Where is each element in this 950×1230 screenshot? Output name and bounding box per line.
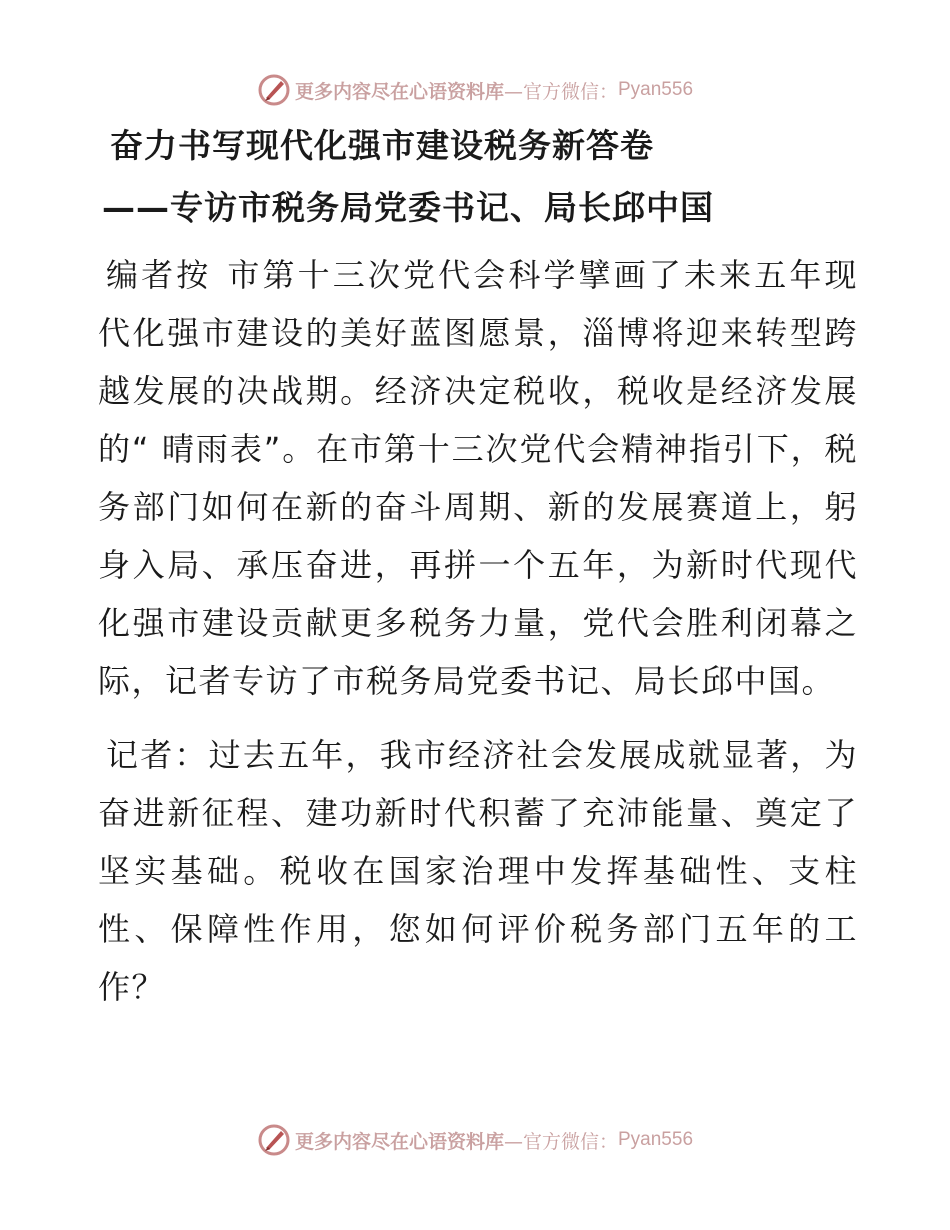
article-title: 奋力书写现代化强市建设税务新答卷 (110, 126, 654, 165)
banner-separator: —官方微信： (503, 80, 618, 103)
editor-note-text: 市第十三次党代会科学擘画了未来五年现代化强市建设的美好蓝图愿景，淄博将迎来转型跨越发展的决战期。经济决定税收，税收是经济发展的“ 晴雨表”。在市第十三次党代会精神指引下，税务部门如何在新的奋斗周期、新的发展赛道上，躬身入局、承压奋进，再拼一个五年，为新时代现代化强市建设贡献更多税务力量，党代会胜利闭幕之际，记者专访了市税务局党委书记、局长邱中国。 (98, 256, 858, 700)
article-body (98, 122, 858, 1016)
footer-watermark-banner (0, 1120, 950, 1160)
editor-note-paragraph (98, 246, 858, 710)
header-watermark-banner (0, 70, 950, 110)
banner-wechat-id: Pyan556 (618, 79, 694, 100)
editor-note-lead: 编者按 (106, 256, 212, 294)
article-subtitle: ——专访市税务局党委书记、局长邱中国 (102, 188, 714, 227)
banner-site-text: 更多内容尽在心语资料库 (294, 1130, 504, 1153)
reporter-label: 记者： (106, 736, 209, 774)
quill-logo-icon (257, 1123, 291, 1157)
banner-separator: —官方微信： (503, 1130, 618, 1153)
interview-question-paragraph (98, 726, 858, 1016)
quill-logo-icon (257, 73, 291, 107)
banner-wechat-id: Pyan556 (618, 1129, 694, 1150)
interview-question-text: 过去五年，我市经济社会发展成就显著，为奋进新征程、建功新时代积蓄了充沛能量、奠定了坚实基础。税收在国家治理中发挥基础性、支柱性、保障性作用，您如何评价税务部门五年的工作？ (98, 736, 858, 1006)
banner-site-text: 更多内容尽在心语资料库 (294, 80, 504, 103)
